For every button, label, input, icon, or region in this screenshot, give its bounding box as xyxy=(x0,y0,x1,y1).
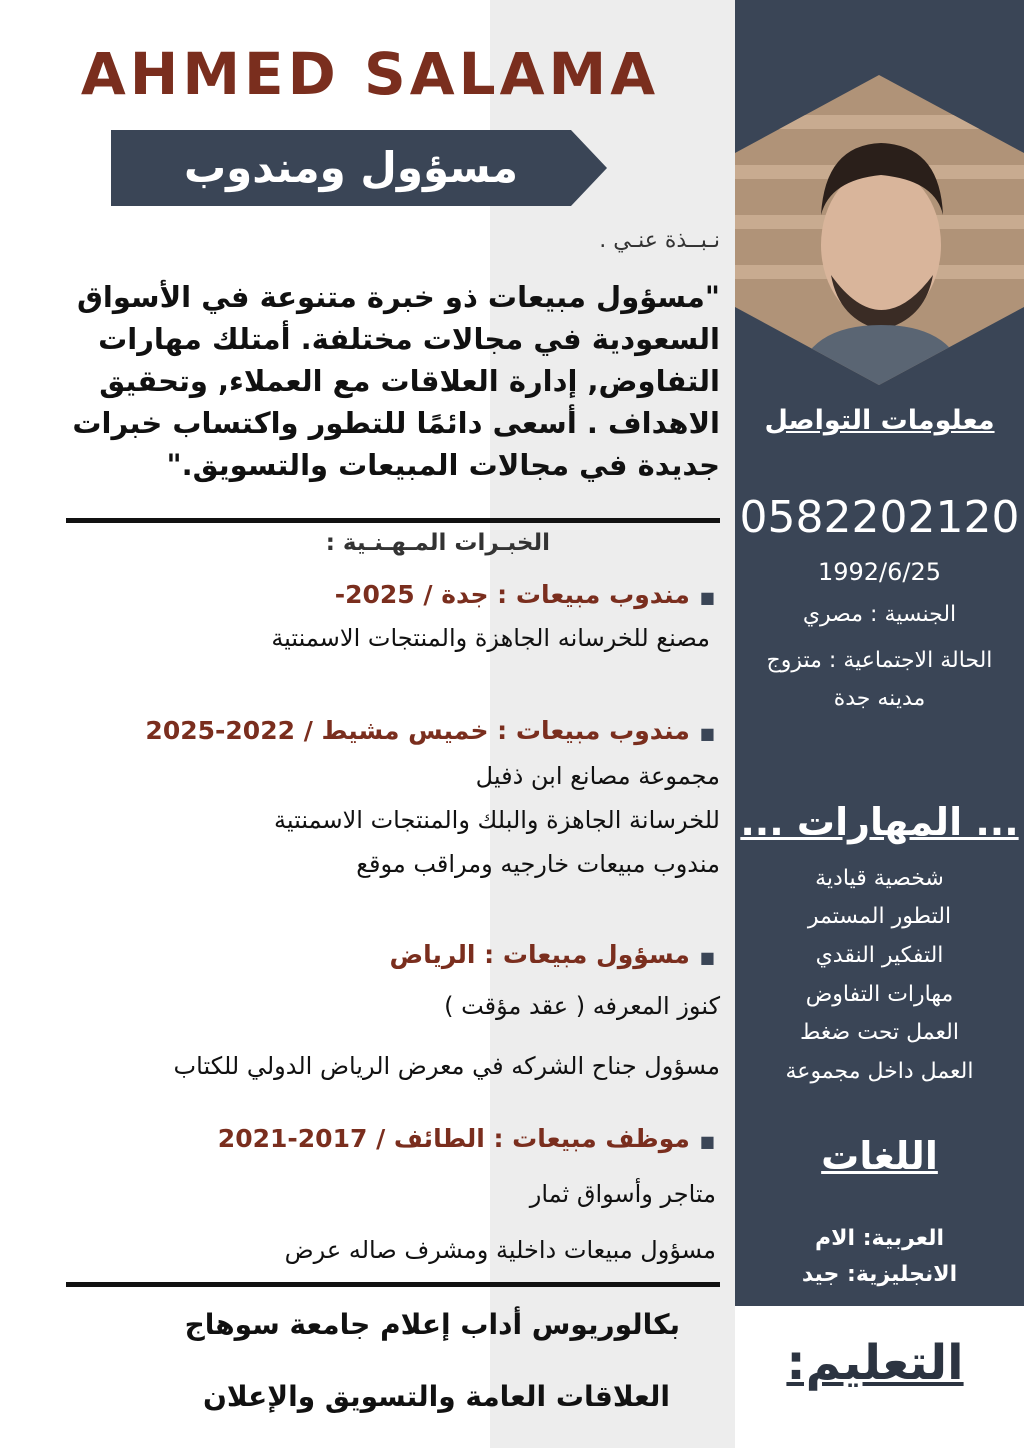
skill-item: العمل داخل مجموعة xyxy=(785,1059,974,1084)
skill-item: التطور المستمر xyxy=(807,904,952,929)
contact-heading: معلومات التواصل xyxy=(764,405,995,436)
job-detail: مندوب مبيعات خارجيه ومراقب موقع xyxy=(356,850,720,878)
divider xyxy=(66,1282,720,1287)
job-detail: متاجر وأسواق ثمار xyxy=(529,1180,716,1208)
job-detail: مصنع للخرسانه الجاهزة والمنتجات الاسمنتية xyxy=(271,624,710,652)
bullet-icon: ■ xyxy=(699,948,715,967)
languages-heading: اللغات xyxy=(821,1134,938,1178)
job-detail: مسؤول جناح الشركه في معرض الرياض الدولي للكتاب xyxy=(173,1052,720,1080)
job-detail: للخرسانة الجاهزة والبلك والمنتجات الاسمنتية xyxy=(274,806,720,834)
experience-heading: الخبـرات المـهـنـية : xyxy=(325,530,550,556)
job-title: مسؤول ومندوب مبيعات xyxy=(183,143,519,268)
job-title-4: ■موظف مبيعات : الطائف / 2017-2021 xyxy=(217,1124,715,1153)
skill-item: شخصية قيادية xyxy=(815,866,944,891)
job-detail: مسؤول مبيعات داخلية ومشرف صاله عرض xyxy=(284,1236,716,1264)
birthdate: 1992/6/25 xyxy=(817,558,942,586)
job-detail: مجموعة مصانع ابن ذفيل xyxy=(475,762,720,790)
nationality: الجنسية : مصري xyxy=(802,602,957,627)
job-title-3: ■مسؤول مبيعات : الرياض xyxy=(389,940,715,969)
about-heading: نـبــذة عنـي . xyxy=(599,228,720,253)
language-item: العربية: الام xyxy=(815,1226,944,1251)
person-name: AHMED SALAMA xyxy=(80,40,660,108)
profile-photo xyxy=(735,75,1024,385)
job-title-2: ■مندوب مبيعات : خميس مشيط / 2022-2025 xyxy=(145,716,715,745)
language-item: الانجليزية: جيد xyxy=(801,1262,958,1287)
bullet-icon: ■ xyxy=(699,1132,715,1151)
skill-item: التفكير النقدي xyxy=(815,943,944,968)
skill-item: العمل تحت ضغط xyxy=(800,1020,959,1045)
skills-heading: ... المهارات ... xyxy=(740,800,1019,844)
job-detail: كنوز المعرفه ( عقد مؤقت ) xyxy=(444,992,720,1020)
city: مدينه جدة xyxy=(833,686,926,711)
education-line: بكالوريوس أداب إعلام جامعة سوهاج xyxy=(184,1308,680,1341)
about-text: "مسؤول مبيعات ذو خبرة متنوعة في الأسواق السعودية في مجالات مختلفة. أمتلك مهارات التفاوض, إدارة العلاقات مع العملاء, وتحقيق الاهداف . أسعى دائمًا للتطور واكتساب خبرات جديدة في مجالات المبيعات والتسويق." xyxy=(72,280,720,482)
education-heading: التعليم: xyxy=(786,1335,964,1391)
job-title-1: ■مندوب مبيعات : جدة / 2025- xyxy=(334,580,715,609)
divider xyxy=(66,518,720,523)
education-line: العلاقات العامة والتسويق والإعلان xyxy=(202,1380,670,1413)
phone-number: 0582202120 xyxy=(739,492,1020,543)
bullet-icon: ■ xyxy=(699,724,715,743)
marital-status: الحالة الاجتماعية : متزوج xyxy=(766,648,993,673)
bullet-icon: ■ xyxy=(699,588,715,607)
skill-item: مهارات التفاوض xyxy=(805,982,954,1007)
